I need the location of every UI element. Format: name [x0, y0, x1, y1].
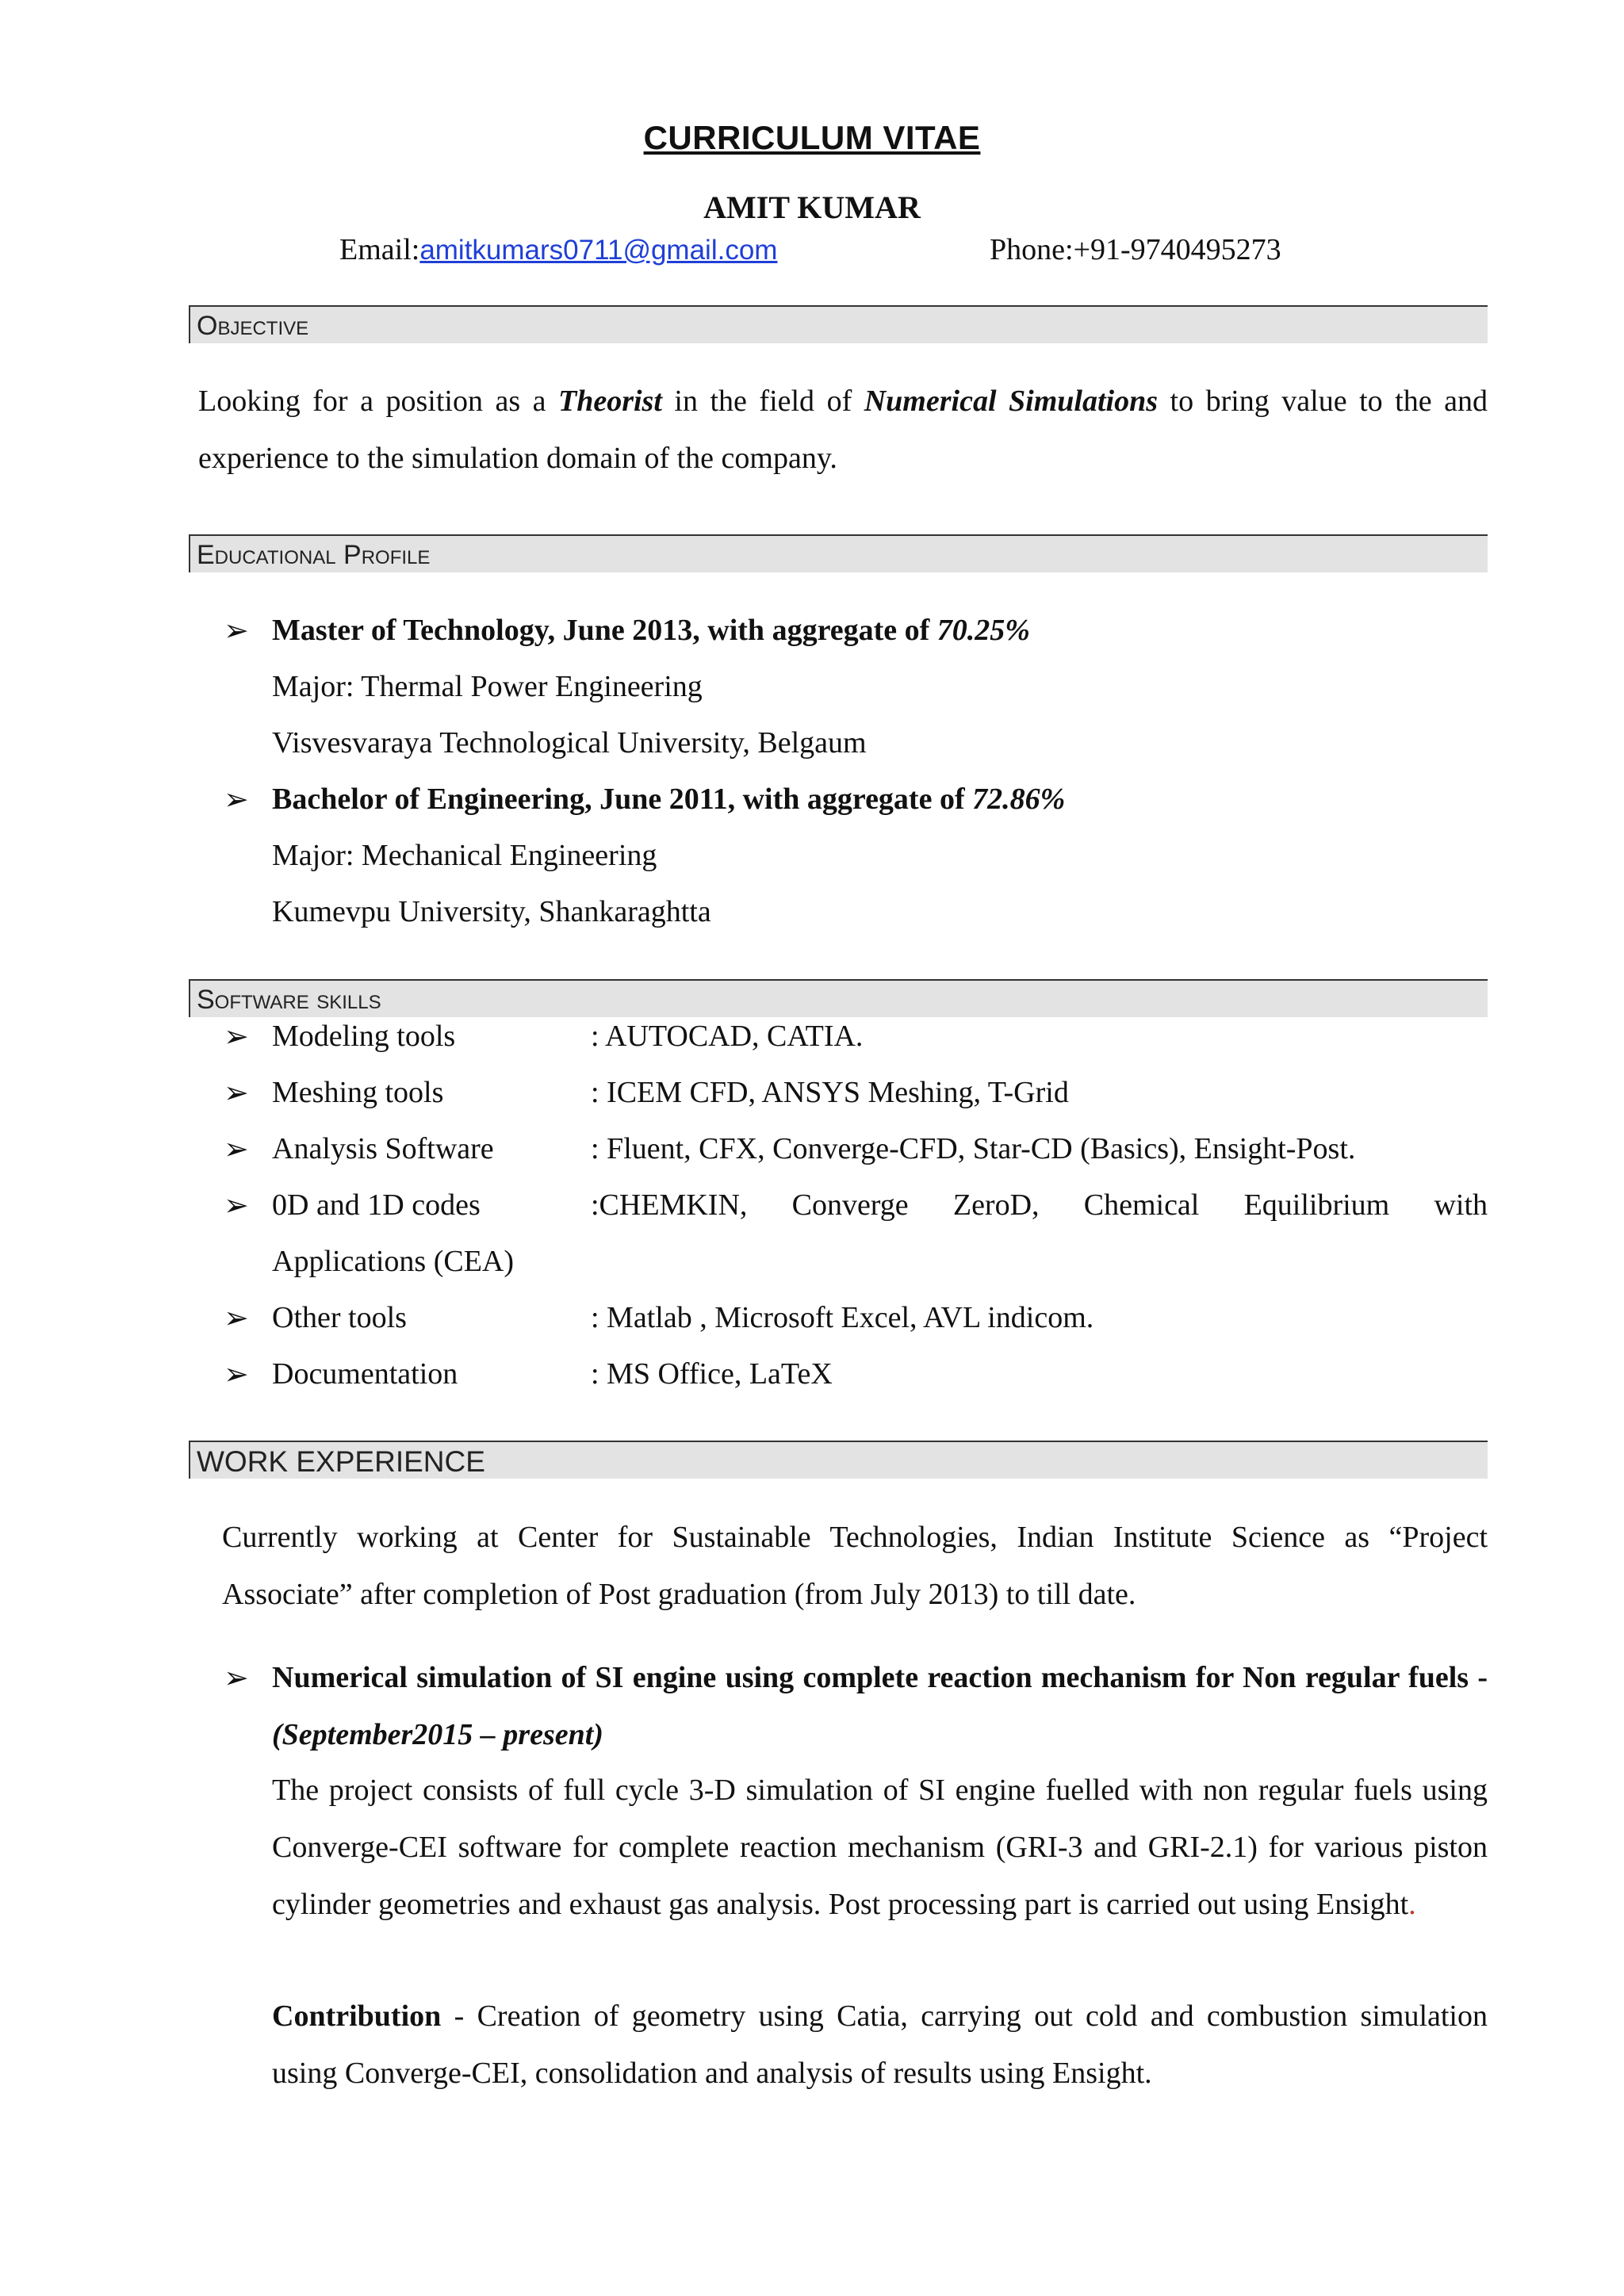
project-period: (September2015 – present)	[272, 1718, 603, 1751]
phone-line	[990, 232, 1281, 267]
project-title-text: Numerical simulation of SI engine using complete reaction mechanism for Non regular fuels -	[272, 1661, 1488, 1694]
skill-label: Analysis Software	[272, 1132, 494, 1165]
project-description	[272, 1762, 1488, 1933]
bullet-icon: ➢	[224, 614, 249, 648]
email-label: Email:	[339, 233, 420, 266]
project-description-end: .	[1408, 1888, 1416, 1921]
degree-score: 70.25%	[936, 614, 1030, 647]
skill-value: : MS Office, LaTeX	[591, 1357, 833, 1391]
skill-label: Meshing tools	[272, 1076, 444, 1109]
education-degree	[272, 613, 1030, 648]
project-contribution	[272, 1988, 1488, 2102]
skill-value: : ICEM CFD, ANSYS Meshing, T-Grid	[591, 1076, 1069, 1109]
objective-heading	[189, 305, 1488, 343]
objective-text-part: to bring value to the and experience to the simulation domain of the company.	[198, 385, 1488, 475]
objective-field: Numerical Simulations	[864, 385, 1158, 418]
project-description-text: The project consists of full cycle 3-D simulation of SI engine fuelled with non regular fuels using Converge-CEI software for complete reaction mechanism (GRI-3 and GRI-2.1) for various piston cylinder geometries and exhaust gas analysis. Post processing part is carried out using Ensight	[272, 1774, 1488, 1921]
bullet-icon: ➢	[224, 1133, 249, 1166]
education-university: Visvesvaraya Technological University, Belgaum	[272, 726, 867, 760]
candidate-name: AMIT KUMAR	[703, 189, 921, 225]
software-heading-text: Software skills	[197, 985, 381, 1015]
email-line	[339, 232, 777, 267]
work-heading-text: WORK EXPERIENCE	[197, 1445, 485, 1478]
degree-text: Master of Technology, June 2013, with aggregate of	[272, 614, 937, 647]
bullet-icon: ➢	[224, 783, 249, 817]
education-university: Kumevpu University, Shankaraghtta	[272, 895, 711, 928]
skill-label: 0D and 1D codes	[272, 1188, 481, 1222]
project-title	[272, 1649, 1488, 1763]
degree-score: 72.86%	[972, 783, 1066, 816]
cv-title: CURRICULUM VITAE	[643, 119, 981, 156]
education-major: Major: Thermal Power Engineering	[272, 670, 703, 703]
email-link[interactable]: amitkumars0711@gmail.com	[419, 235, 778, 266]
software-heading	[189, 979, 1488, 1017]
objective-text	[198, 373, 1488, 487]
objective-heading-text: Objective	[197, 311, 309, 341]
skill-value: : Matlab , Microsoft Excel, AVL indicom.	[591, 1301, 1094, 1334]
work-heading	[189, 1441, 1488, 1479]
bullet-icon: ➢	[224, 1020, 249, 1054]
bullet-icon: ➢	[224, 1077, 249, 1110]
work-summary: Currently working at Center for Sustainable Technologies, Indian Institute Science as “Project Associate” after completion of Post graduation (from July 2013) to till date.	[222, 1521, 1488, 1611]
skill-value: : Fluent, CFX, Converge-CFD, Star-CD (Basics), Ensight-Post.	[591, 1132, 1356, 1165]
bullet-icon: ➢	[224, 1662, 249, 1695]
education-major: Major: Mechanical Engineering	[272, 839, 657, 872]
education-heading	[189, 534, 1488, 572]
phone-label: Phone:	[990, 233, 1074, 266]
skill-label: Documentation	[272, 1357, 458, 1391]
skill-label: Modeling tools	[272, 1020, 456, 1053]
objective-role: Theorist	[558, 385, 662, 418]
skill-value: :CHEMKIN, Converge ZeroD, Chemical Equilibrium with	[591, 1188, 1488, 1222]
skill-label: Other tools	[272, 1301, 407, 1334]
skill-value-continued: Applications (CEA)	[272, 1245, 515, 1278]
education-degree	[272, 782, 1065, 817]
degree-text: Bachelor of Engineering, June 2011, with aggregate of	[272, 783, 973, 816]
bullet-icon: ➢	[224, 1302, 249, 1335]
contribution-label: Contribution	[272, 1999, 442, 2033]
phone-number: +91-9740495273	[1073, 233, 1281, 266]
objective-text-part: in the field of	[661, 385, 864, 418]
bullet-icon: ➢	[224, 1189, 249, 1223]
education-heading-text: Educational Profile	[197, 540, 431, 570]
objective-text-part: Looking for a position as a	[198, 385, 558, 418]
bullet-icon: ➢	[224, 1358, 249, 1391]
contribution-text: - Creation of geometry using Catia, carrying out cold and combustion simulation using Converge-CEI, consolidation and analysis of results using Ensight.	[272, 1999, 1488, 2090]
skill-value: : AUTOCAD, CATIA.	[591, 1020, 864, 1053]
